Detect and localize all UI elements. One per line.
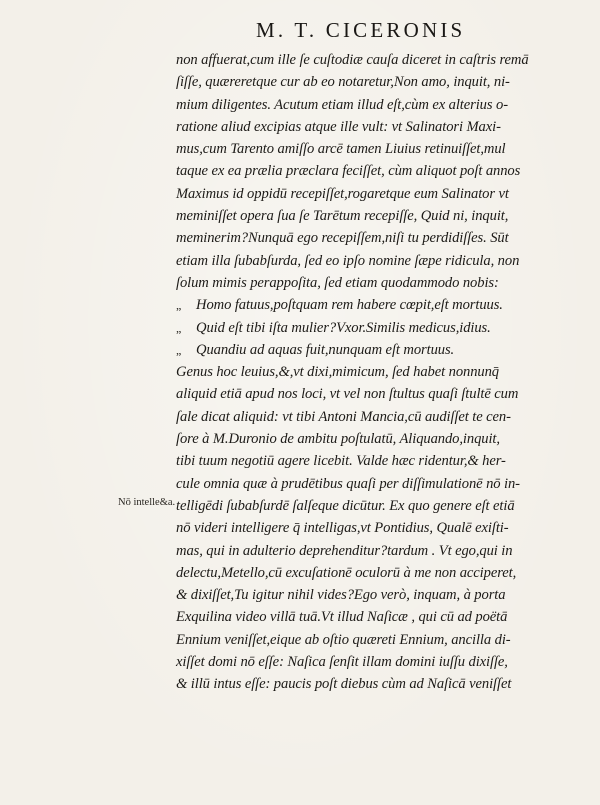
line-text: xiſſet domi nō eſſe: Naſica ſenſit illam domini iuſſu dixiſſe, xyxy=(176,654,508,671)
line-text: ſolum mimis perappoſita, ſed etiam quodammodo nobis: xyxy=(176,274,499,291)
text-line xyxy=(176,495,600,517)
text-line xyxy=(176,517,600,539)
text-line xyxy=(176,250,600,272)
text-line xyxy=(176,71,600,93)
line-text: & dixiſſet,Tu igitur nihil vides?Ego verò, inquam, à porta xyxy=(176,587,506,604)
text-line xyxy=(176,94,600,116)
text-line xyxy=(176,116,600,138)
line-text: Maximus id oppidū recepiſſet,rogaretque eum Salinator vt xyxy=(176,185,509,202)
running-head: M. T. CICERONIS xyxy=(256,18,466,42)
text-line xyxy=(176,473,600,495)
quote-mark: „ xyxy=(176,320,182,335)
text-line xyxy=(176,160,600,182)
verse-line xyxy=(176,317,600,339)
line-text: Genus hoc leuius,&,vt dixi,mimicum, ſed habet nonnunq̄ xyxy=(176,364,500,381)
quote-mark: „ xyxy=(176,342,182,357)
text-line xyxy=(176,450,600,472)
text-line xyxy=(176,205,600,227)
text-line xyxy=(176,606,600,628)
text-line xyxy=(176,540,600,562)
line-text: ratione aliud excipias atque ille vult: vt Salinatori Maxi- xyxy=(176,118,501,135)
text-line xyxy=(176,383,600,405)
text-line xyxy=(176,651,600,673)
line-text: telligēdi ſubabſurdē ſalſeque dicūtur. Ex quo genere eſt etiā xyxy=(176,497,515,514)
line-text: nō videri intelligere q̄ intelligas,vt Pontidius, Qualē exiſti- xyxy=(176,520,509,537)
line-text: cule omnia quæ à prudētibus quaſi per diſſimulationē nō in- xyxy=(176,475,520,492)
verse-line xyxy=(176,339,600,361)
line-text: & illū intus eſſe: paucis poſt diebus cùm ad Naſicā veniſſet xyxy=(176,676,512,693)
line-text: meminiſſet opera ſua ſe Tarētum recepiſſe, Quid ni, inquit, xyxy=(176,208,509,225)
text-line xyxy=(176,562,600,584)
text-line xyxy=(176,272,600,294)
text-line xyxy=(176,629,600,651)
text-line xyxy=(176,183,600,205)
text-line xyxy=(176,406,600,428)
line-text: Quandiu ad aquas fuit,nunquam eſt mortuus. xyxy=(196,341,455,358)
body-text xyxy=(176,49,600,696)
text-line xyxy=(176,584,600,606)
line-text: taque ex ea prælia præclara feciſſet, cùm aliquot poſt annos xyxy=(176,163,521,180)
line-text: ſiſſe, quæreretque cur ab eo notaretur,Non amo, inquit, ni- xyxy=(176,74,510,91)
line-text: delectu,Metello,cū excuſationē oculorū à me non acciperet, xyxy=(176,564,517,581)
line-text: Exquilina video villā tuā.Vt illud Naſicæ , qui cū ad poëtā xyxy=(176,609,508,626)
margin-note: Nō intelle&a. xyxy=(118,497,176,508)
line-text: ſore à M.Duronio de ambitu poſtulatū, Aliquando,inquit, xyxy=(176,431,500,448)
line-text: aliquid etiā apud nos loci, vt vel non ſtultus quaſi ſtultē cum xyxy=(176,386,519,403)
line-text: Quid eſt tibi iſta mulier?Vxor.Similis medicus,idius. xyxy=(196,319,491,336)
line-text: etiam illa ſubabſurda, ſed eo ipſo nomine ſæpe ridicula, non xyxy=(176,252,520,269)
line-text: ſale dicat aliquid: vt tibi Antoni Mancia,cū audiſſet te cen- xyxy=(176,408,511,425)
line-text: non affuerat,cum ille ſe cuſtodiæ cauſa diceret in caſtris remā xyxy=(176,52,529,68)
line-text: Ennium veniſſet,eique ab oſtio quæreti Ennium, ancilla di- xyxy=(176,631,511,648)
text-line xyxy=(176,673,600,695)
text-line xyxy=(176,49,600,71)
line-text: mus,cum Tarento amiſſo arcē tamen Liuius retinuiſſet,mul xyxy=(176,141,506,158)
text-line xyxy=(176,138,600,160)
text-line xyxy=(176,227,600,249)
line-text: meminerim?Nunquā ego recepiſſem,niſi tu perdidiſſes. Sūt xyxy=(176,230,509,247)
line-text: tibi tuum negotiū agere licebit. Valde hæc ridentur,& her- xyxy=(176,453,506,470)
text-line xyxy=(176,428,600,450)
quote-mark: „ xyxy=(176,298,182,313)
text-line xyxy=(176,361,600,383)
line-text: Homo fatuus,poſtquam rem habere cœpit,eſt mortuus. xyxy=(196,297,503,314)
line-text: mas, qui in adulterio deprehenditur?tardum . Vt ego,qui in xyxy=(176,542,513,559)
verse-line xyxy=(176,294,600,316)
line-text: mium diligentes. Acutum etiam illud eſt,cùm ex alterius o- xyxy=(176,96,508,113)
